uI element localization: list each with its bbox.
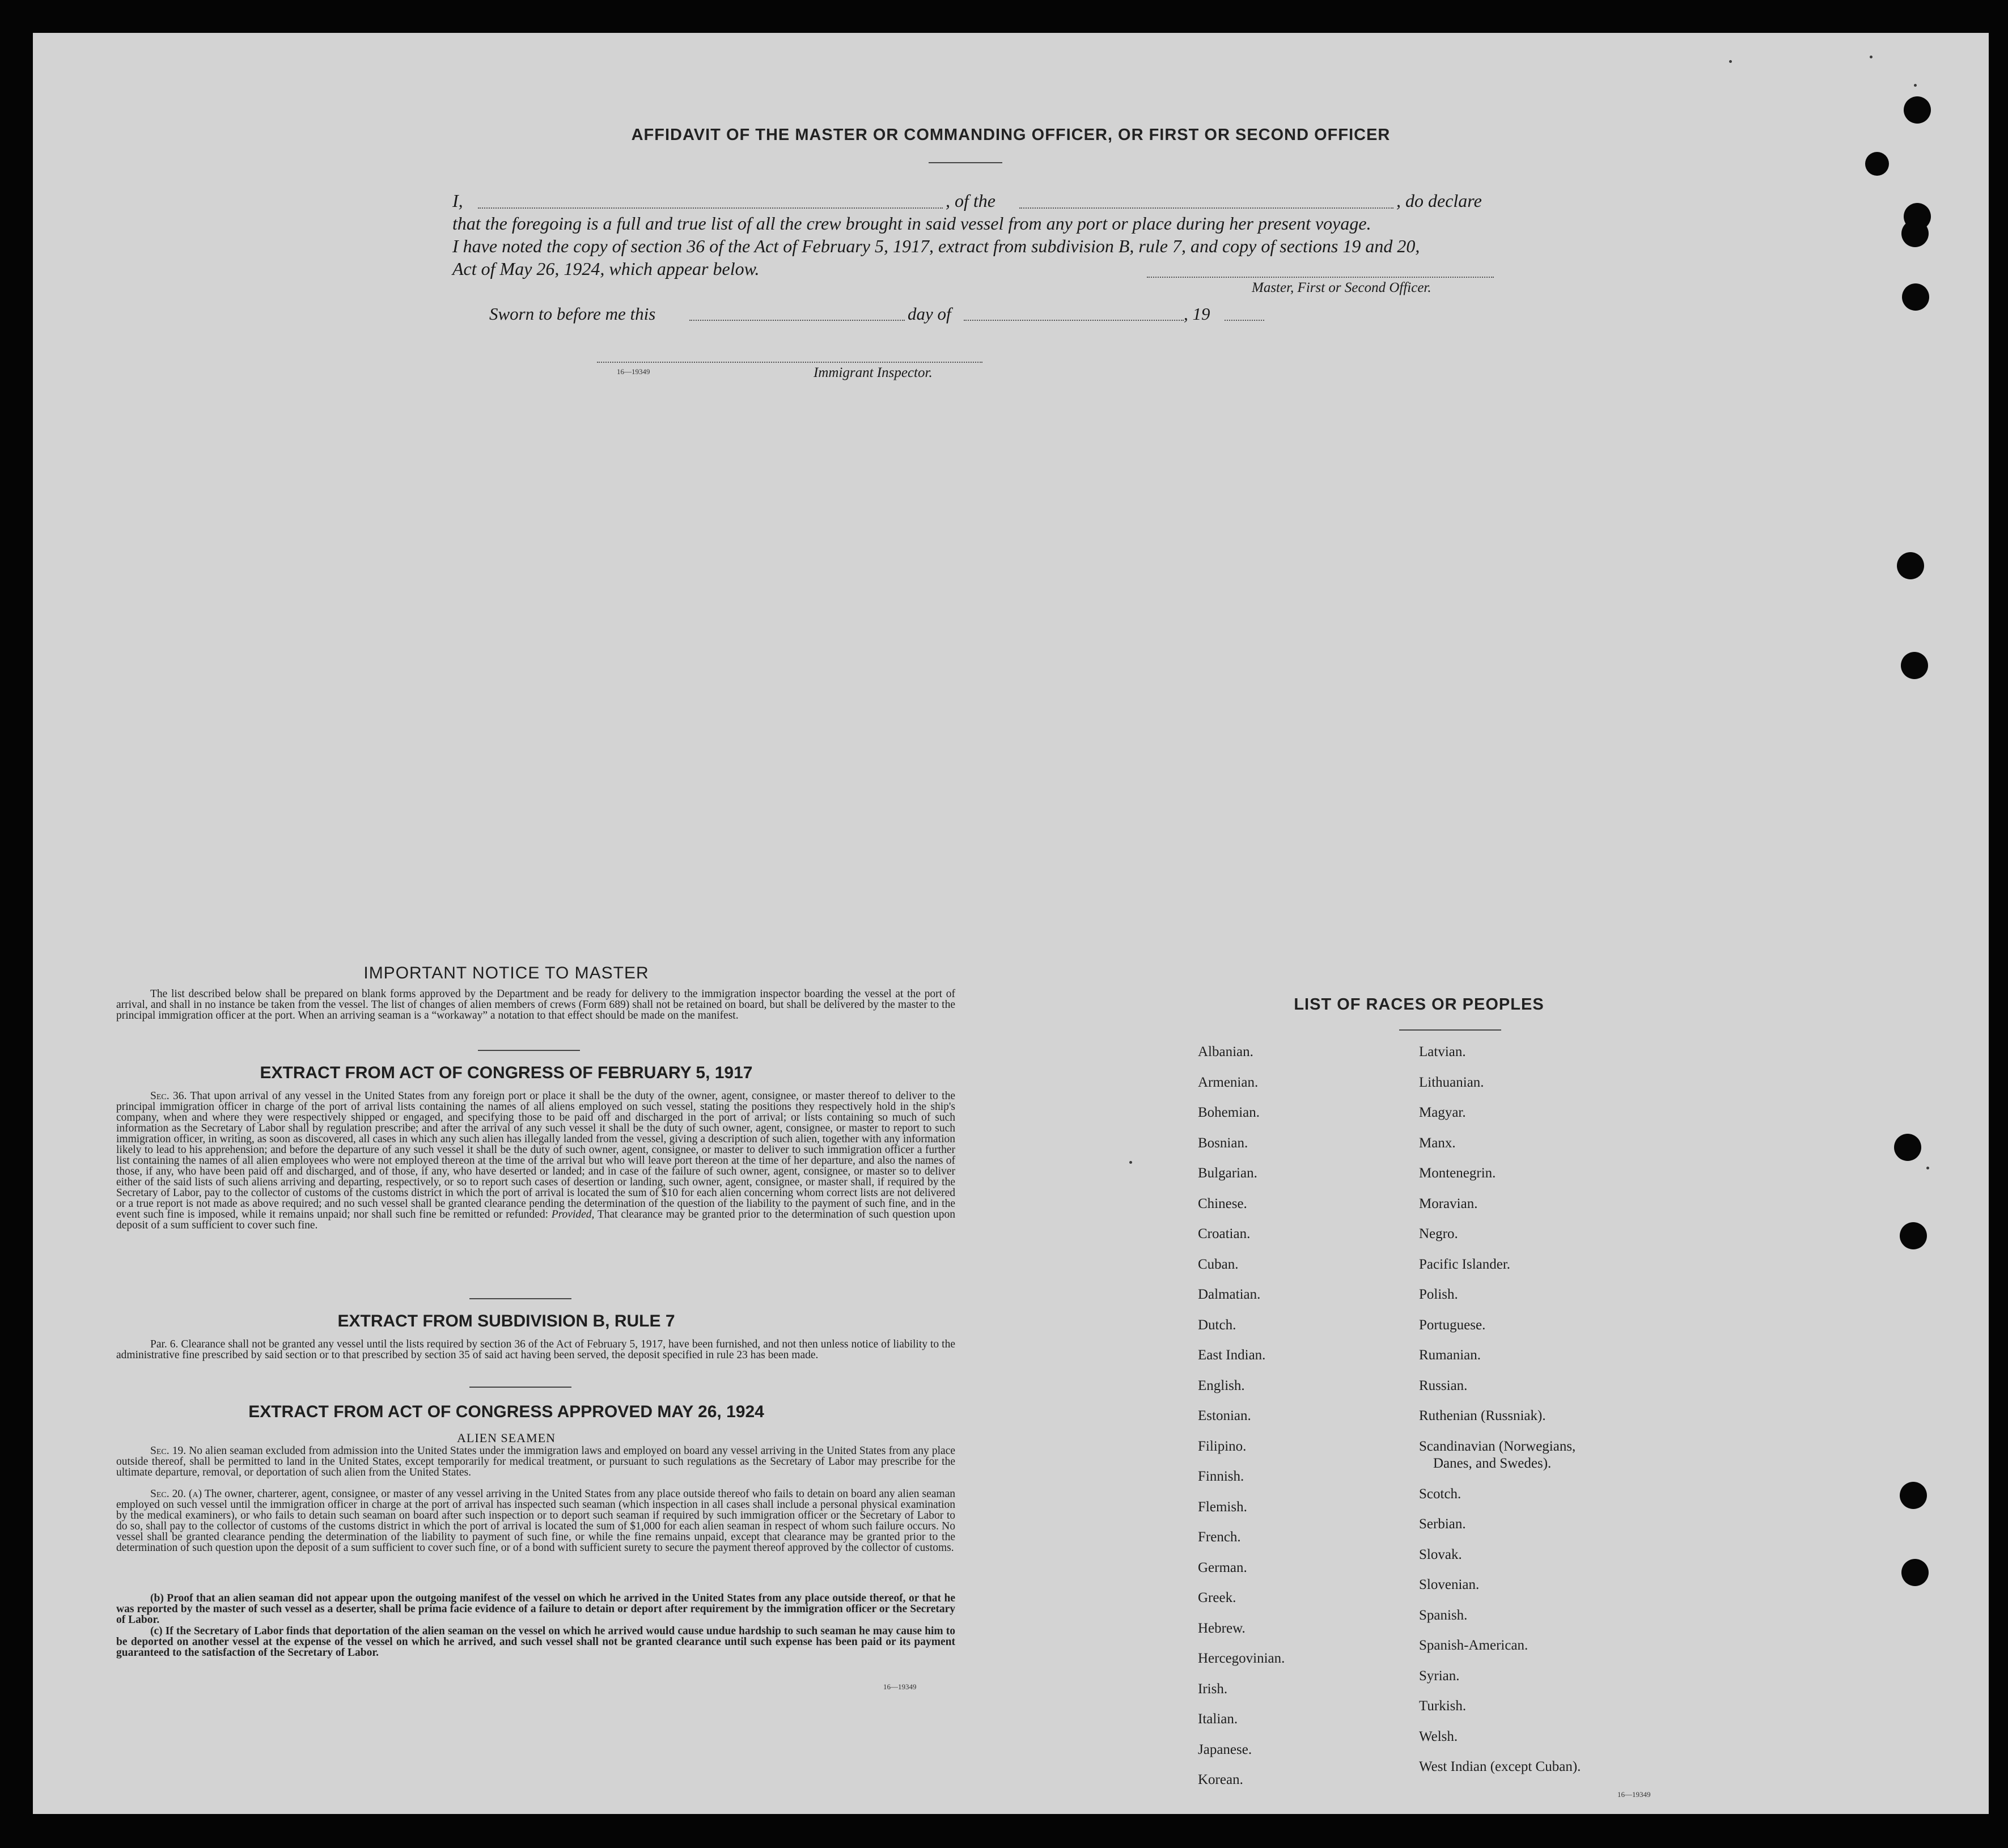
divider-rule [469,1387,571,1388]
extract-1917-text: That upon arrival of any vessel in the United States from any foreign port or place it shall be the duty of the owner, agent, consignee, or master thereof to deliver to the principal immigration officer in charge of the port of arrival lists containing the names of all aliens employed on such vessel, stating the positions they respectively hold in the ship's company, when and where they were respectively shipped or engaged, and specifying those to be paid off and discharged in the port of arrival; or lists containing so much of such information as the Secretary of Labor shall by regulation prescribe; and after the arrival of any such vessel it shall be the duty of such owner, agent, consignee, or master to report to such immigration officer, in writing, as soon as discovered, all cases in which any such alien has illegally landed from the vessel, giving a description of such alien, together with any information likely to lead to his apprehension; and before the departure of any such vessel it shall be the duty of such owner, agent, consignee, or master to deliver to such immigration officer a further list containing the names of all alien employees who were not employed thereon at the time of the arrival but who will leave port thereon at the time of her departure, and also the names of those, if any, who have been paid off and discharged, and of those, if any, who have deserted or landed; and in case of the failure of such owner, agent, consignee, or master so to deliver either of the said lists of such aliens arriving and departing, respectively, or so to report such cases of desertion or landing, such owner, agent, consignee, or master shall, if required by the Secretary of Labor, pay to the collector of customs of the customs district in which the port of arrival is located the sum of $10 for each alien concerning whom correct lists are not delivered or a true report is not made as above required; and no such vessel shall be granted clearance pending the determination of the question of the liability to the payment of such fine, and in the event such fine is imposed, while it remains unpaid; nor shall such fine be remitted or refunded: [116,1090,955,1220]
race-item: Croatian. [1198,1226,1251,1241]
rule7-title: EXTRACT FROM SUBDIVISION B, RULE 7 [337,1312,675,1330]
race-item: Ruthenian (Russniak). [1419,1408,1546,1423]
race-item: Finnish. [1198,1469,1244,1484]
race-item: Irish. [1198,1681,1228,1697]
inspector-signature-line[interactable] [597,362,982,363]
race-item: Moravian. [1419,1196,1478,1211]
affidavit-line-3: I have noted the copy of section 36 of the Act of February 5, 1917, extract from subdivision B, rule 7, and copy of sections 19 and 20, [452,236,1420,256]
race-item: Serbian. [1419,1516,1466,1532]
punch-hole [1894,1134,1921,1161]
races-title: LIST OF RACES OR PEOPLES [1294,995,1544,1014]
race-item: Welsh. [1419,1728,1458,1744]
extract-1917-body [116,1091,955,1231]
race-item: Portuguese. [1419,1317,1486,1333]
race-item: Filipino. [1198,1438,1247,1454]
divider-rule [478,1050,580,1051]
race-item: Manx. [1419,1135,1456,1151]
races-rule [1399,1029,1501,1031]
sworn-prefix: Sworn to before me this [489,304,656,324]
extract-1924-sec19 [116,1446,955,1478]
race-item: French. [1198,1529,1241,1545]
sworn-year-blank[interactable] [1225,320,1264,321]
race-item: Hebrew. [1198,1620,1246,1636]
race-item: Pacific Islander. [1419,1256,1511,1272]
race-item: Dalmatian. [1198,1287,1261,1302]
race-item: Armenian. [1198,1074,1259,1090]
race-item: Albanian. [1198,1044,1253,1059]
sec20a-text: The owner, charterer, agent, consignee, or master of any vessel arriving in the United States from any place outside thereof who fails to detain on board any alien seaman employed on such vessel until the immigration officer in charge at the port of arrival has inspected such seaman (which inspection in all cases shall include a personal physical examination by the medical examiners), or who fails to detain such seaman on board after such inspection or to deport such seaman if required by such immigration officer or the Secretary of Labor to do so, shall pay to the collector of customs of the customs district in which the port of arrival is located the sum of $1,000 for each alien seaman in respect of whom such failure occurs. No vessel shall be granted clearance pending the determination of the liability to payment of such fine, or while the fine remains unpaid, except that clearance may be granted prior to the determination of such question upon the deposit of a sum sufficient to cover such fine, or of a bond with sufficient surety to secure the payment thereof approved by the collector of customs. [116,1488,955,1554]
race-item: Japanese. [1198,1741,1252,1757]
affidavit-line-2: that the foregoing is a full and true list of all the crew brought in said vessel from any port or place during her present voyage. [452,213,1371,234]
race-item: Latvian. [1419,1044,1466,1059]
race-item: Italian. [1198,1711,1238,1727]
extract-1917-provided: Provided, [551,1209,595,1220]
name-blank[interactable] [478,207,943,209]
affidavit-i: I, [452,190,463,211]
race-item: Scotch. [1419,1486,1461,1502]
race-item: Negro. [1419,1226,1458,1241]
race-item: Slovenian. [1419,1577,1480,1592]
affidavit-do-declare: , do declare [1396,190,1482,211]
race-item: Slovak. [1419,1546,1462,1562]
notice-title: IMPORTANT NOTICE TO MASTER [363,964,649,982]
punch-hole [1902,283,1929,311]
extract-1917-text-end: That clearance may be granted prior to the determination of such question upon deposit of a sum sufficient to cover such fine. [116,1209,955,1231]
race-item: Flemish. [1198,1499,1247,1515]
affidavit-form-number: 16—19349 [617,367,650,376]
race-item: Hercegovinian. [1198,1651,1285,1666]
affidavit-line-1 [452,190,1552,211]
race-item: East Indian. [1198,1347,1266,1363]
dust-speck [1870,56,1873,58]
divider-rule [469,1298,571,1299]
sworn-day-of: day of [908,304,951,324]
race-item: Greek. [1198,1590,1236,1605]
dust-speck [1914,84,1917,87]
race-item: West Indian (except Cuban). [1419,1759,1581,1774]
affidavit-of-the: , of the [946,190,995,211]
punch-hole [1901,220,1929,247]
race-item: Turkish. [1419,1698,1467,1714]
race-item: German. [1198,1559,1247,1575]
race-item: English. [1198,1377,1245,1393]
punch-hole [1900,1482,1927,1509]
race-item: Russian. [1419,1377,1468,1393]
race-item: Rumanian. [1419,1347,1481,1363]
extract-1924-sec20a [116,1489,955,1553]
race-item: Polish. [1419,1287,1458,1302]
punch-hole [1901,652,1928,679]
punch-hole [1865,152,1889,176]
race-item: Spanish. [1419,1607,1468,1623]
extract-1924-sec20c: (c) If the Secretary of Labor finds that deportation of the alien seaman on the vessel on which he arrived would cause undue hardship to such seaman he may cause him to be deported on another vessel at the expense of the vessel on which he arrived, and such vessel shall not be granted clearance until such expense has been paid or its payment guaranteed to the satisfaction of the Secretary of Labor. [116,1625,955,1659]
race-item: Scandinavian (Norwegians, [1419,1439,1576,1454]
inspector-caption: Immigrant Inspector. [814,365,933,380]
sec19-text: No alien seaman excluded from admission into the United States under the immigration laws and employed on board any vessel arriving in the United States from any place outside thereof, shall be permitted to land in the United States, except temporarily for medical treatment, or pursuant to such regulations as the Secretary of Labor may prescribe for the ultimate departure, removal, or deportation of such alien from the United States. [116,1445,955,1478]
extract-1924-title: EXTRACT FROM ACT OF CONGRESS APPROVED MAY 26, 1924 [248,1402,764,1421]
master-signature-caption: Master, First or Second Officer. [1252,280,1431,295]
race-item: Magyar. [1419,1105,1466,1120]
race-item: Bosnian. [1198,1135,1248,1151]
race-item: Danes, and Swedes). [1433,1456,1552,1471]
title-rule [929,162,1002,163]
extract-1917-title: EXTRACT FROM ACT OF CONGRESS OF FEBRUARY 5, 1917 [260,1063,753,1082]
dust-speck [1729,60,1732,63]
sworn-day-blank[interactable] [689,320,905,321]
race-item: Syrian. [1419,1668,1460,1684]
affidavit-line-4: Act of May 26, 1924, which appear below. [452,258,760,279]
punch-hole [1901,1559,1929,1586]
sec20-label: Sec. 20. (a) [150,1488,202,1500]
extract-1924-sec20b: (b) Proof that an alien seaman did not appear upon the outgoing manifest of the vessel on which he arrived in the United States from any place outside thereof, or that he was reported by the master of such vessel as a deserter, shall be prima facie evidence of a failure to detain or deport after requirement by the immigration officer or the Secretary of Labor. [116,1592,955,1626]
punch-hole [1897,552,1924,579]
sworn-year: , 19 [1184,304,1210,324]
notice-body: The list described below shall be prepared on blank forms approved by the Department and be ready for delivery to the immigration inspector boarding the vessel at the port of arrival, and shall in no instance be taken from the vessel. The list of changes of alien members of crews (Form 689) shall not be retained on board, but shall be delivered by the master to the principal immigration officer at the port. When an arriving seaman is a “workaway” a notation to that effect should be made on the manifest. [116,988,955,1022]
extract-1924-subtitle: ALIEN SEAMEN [457,1431,556,1445]
race-item: Montenegrin. [1419,1165,1496,1181]
race-item: Korean. [1198,1772,1243,1787]
sec19-label: Sec. 19. [150,1445,187,1457]
vessel-blank[interactable] [1019,207,1393,209]
affidavit-title: AFFIDAVIT OF THE MASTER OR COMMANDING OFFICER, OR FIRST OR SECOND OFFICER [631,126,1391,144]
race-item: Cuban. [1198,1256,1239,1272]
extract-form-number: 16—19349 [883,1682,917,1691]
sworn-month-blank[interactable] [964,320,1184,321]
master-signature-line[interactable] [1147,277,1494,278]
race-item: Chinese. [1198,1196,1247,1211]
form-sheet [33,33,1989,1814]
punch-hole [1900,1222,1927,1249]
punch-hole [1904,96,1931,124]
extract-1917-sec: Sec. 36. [150,1090,187,1102]
race-item: Spanish-American. [1419,1638,1528,1653]
race-item: Dutch. [1198,1317,1236,1333]
race-item: Bohemian. [1198,1105,1260,1120]
race-item: Bulgarian. [1198,1165,1257,1181]
dust-speck [1129,1161,1132,1164]
race-item: Estonian. [1198,1408,1251,1423]
dust-speck [1926,1167,1929,1169]
rule7-body: Par. 6. Clearance shall not be granted any vessel until the lists required by section 36 of the Act of February 5, 1917, have been furnished, and not then unless notice of liability to the administrative fine prescribed by said section or to that prescribed by section 35 of said act having been served, the deposit specified in rule 23 has been made. [116,1338,955,1361]
races-form-number: 16—19349 [1617,1790,1651,1799]
race-item: Lithuanian. [1419,1074,1484,1090]
